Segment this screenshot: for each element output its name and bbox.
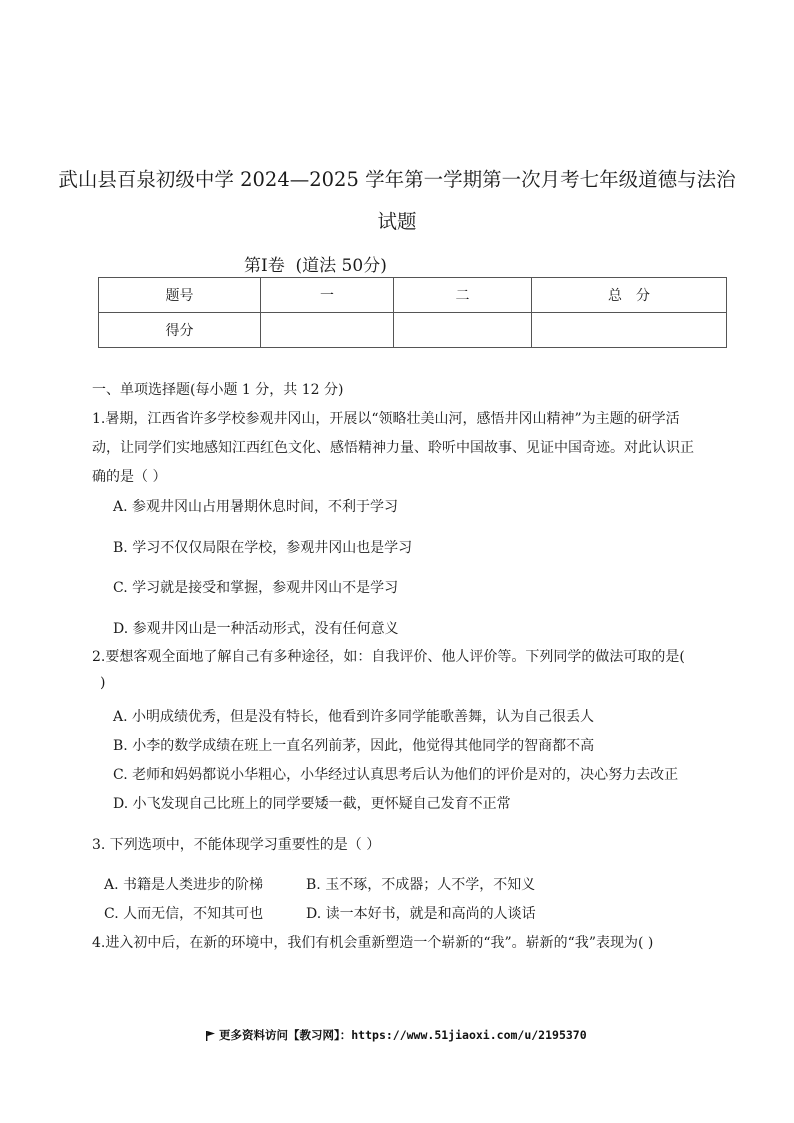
score-table-cell: 题号 xyxy=(99,278,261,313)
q1-option-a: A. 参观井冈山占用暑期休息时间，不利于学习 xyxy=(113,499,399,515)
footer-link[interactable] xyxy=(206,1027,587,1043)
score-table-cell: 得分 xyxy=(99,313,261,348)
q2-option-d: D. 小飞发现自己比班上的同学要矮一截，更怀疑自己发育不正常 xyxy=(113,796,511,812)
exam-title-line1: 武山县百泉初级中学 2024—2025 学年第一学期第一次月考七年级道德与法治 xyxy=(58,168,736,191)
q1-option-b: B. 学习不仅仅局限在学校，参观井冈山也是学习 xyxy=(113,540,413,556)
section-heading: 第Ⅰ卷 (道法 50分) xyxy=(244,256,387,276)
q3-stem: 3. 下列选项中，不能体现学习重要性的是（ ） xyxy=(92,837,381,853)
q1-stem-line2: 动，让同学们实地感知江西红色文化、感悟精神力量、聆听中国故事、见证中国奇迹。对此认识正 xyxy=(92,440,694,456)
q2-option-c: C. 老师和妈妈都说小华粗心，小华经过认真思考后认为他们的评价是对的，决心努力去改正 xyxy=(113,767,679,783)
score-table-cell xyxy=(394,313,532,348)
score-table-cell: 一 xyxy=(261,278,394,313)
q3-option-a: A. 书籍是人类进步的阶梯 xyxy=(104,877,264,893)
q3-option-c: C. 人而无信，不知其可也 xyxy=(104,906,264,922)
q4-stem: 4.进入初中后，在新的环境中，我们有机会重新塑造一个崭新的“我”。崭新的“我”表现为( ) xyxy=(92,935,654,951)
q3-option-d: D. 读一本好书，就是和高尚的人谈话 xyxy=(306,906,536,922)
q1-stem-line3: 确的是（ ） xyxy=(92,469,167,485)
q1-stem-line1: 1.暑期，江西省许多学校参观井冈山，开展以“领略壮美山河，感悟井冈山精神”为主题的研学活 xyxy=(92,411,680,427)
part1-heading: 一、单项选择题(每小题 1 分，共 12 分) xyxy=(92,382,344,398)
footer-text: 更多资料访问【教习网】：https://www.51jiaoxi.com/u/2195370 xyxy=(219,1028,587,1042)
flag-icon xyxy=(206,1031,215,1040)
q2-stem-line1: 2.要想客观全面地了解自己有多种途径，如：自我评价、他人评价等。下列同学的做法可取的是( xyxy=(92,649,685,665)
score-table-cell xyxy=(261,313,394,348)
score-table-cell xyxy=(532,313,727,348)
score-table-cell: 二 xyxy=(394,278,532,313)
score-table-header-row xyxy=(99,278,727,313)
score-table-cell: 总 分 xyxy=(532,278,727,313)
q2-stem-line2: ) xyxy=(100,675,106,691)
score-table xyxy=(98,277,727,348)
q2-option-a: A. 小明成绩优秀，但是没有特长，他看到许多同学能歌善舞，认为自己很丢人 xyxy=(113,709,595,725)
q3-option-b: B. 玉不琢，不成器；人不学，不知义 xyxy=(306,877,536,893)
q1-option-c: C. 学习就是接受和掌握，参观井冈山不是学习 xyxy=(113,580,399,596)
q2-option-b: B. 小李的数学成绩在班上一直名列前茅，因此，他觉得其他同学的智商都不高 xyxy=(113,738,595,754)
score-table-score-row xyxy=(99,313,727,348)
q1-option-d: D. 参观井冈山是一种活动形式，没有任何意义 xyxy=(113,621,399,637)
exam-title-line2: 试题 xyxy=(377,210,417,233)
